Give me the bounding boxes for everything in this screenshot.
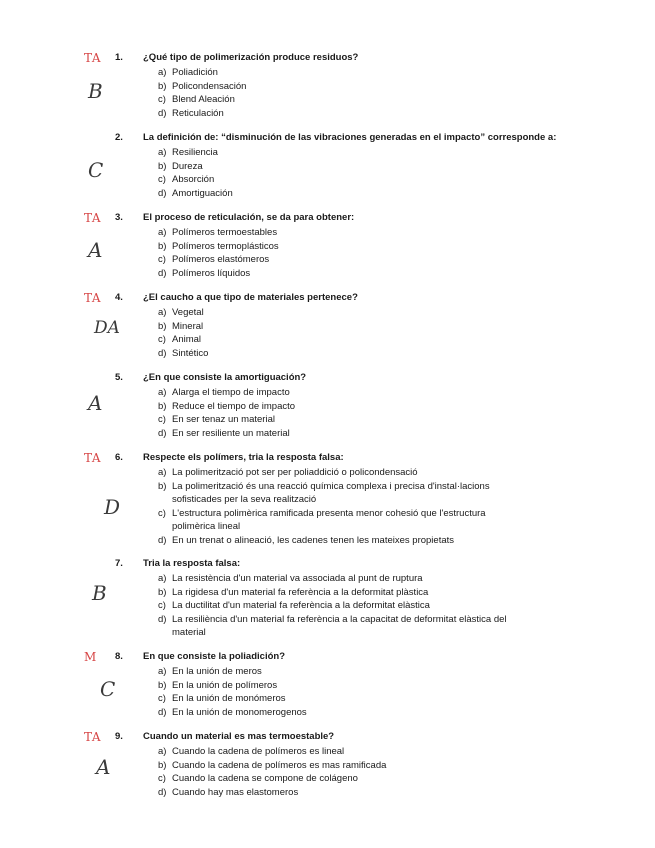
options-list bbox=[158, 665, 558, 719]
grading-mark: M bbox=[84, 650, 97, 664]
options-list bbox=[158, 572, 533, 640]
option-c: c) La ductilitat d'un material fa referència a la deformitat elàstica bbox=[158, 600, 430, 611]
option-c: c) Blend Aleación bbox=[158, 94, 235, 105]
grading-mark: TA bbox=[84, 291, 102, 305]
option-a: a) Alarga el tiempo de impacto bbox=[158, 387, 290, 398]
grading-mark: TA bbox=[84, 211, 102, 225]
option-b: b) Reduce el tiempo de impacto bbox=[158, 400, 296, 412]
option-c: c) En ser tenaz un material bbox=[158, 414, 275, 425]
option-d: d) Polímeros líquidos bbox=[158, 267, 251, 279]
question-number: 5. bbox=[115, 372, 123, 383]
question-stem: El proceso de reticulación, se da para obtener: bbox=[143, 212, 355, 223]
handwritten-answer: C bbox=[100, 677, 116, 701]
question-number: 8. bbox=[115, 651, 123, 662]
grading-mark: TA bbox=[84, 51, 102, 65]
handwritten-answer: C bbox=[88, 158, 104, 182]
option-c: c) Cuando la cadena se compone de colágeno bbox=[158, 773, 358, 784]
option-b: b) Polímeros termoplásticos bbox=[158, 240, 279, 252]
handwritten-answer: A bbox=[88, 238, 103, 262]
option-a: a) Resiliencia bbox=[158, 147, 218, 158]
option-a: a) La polimerització pot ser per poliaddició o policondensació bbox=[158, 467, 418, 478]
options-list bbox=[158, 745, 558, 799]
options-list bbox=[158, 226, 558, 280]
handwritten-answer: B bbox=[92, 581, 107, 605]
question-stem: Tria la resposta falsa: bbox=[143, 558, 241, 569]
option-c: c) L'estructura polimèrica ramificada presenta menor cohesió que l'estructura polimèrica lineal bbox=[158, 507, 486, 532]
handwritten-answer: B bbox=[88, 79, 103, 103]
option-d: d) Amortiguación bbox=[158, 187, 233, 199]
question-number: 3. bbox=[115, 212, 123, 223]
question-stem: Cuando un material es mas termoestable? bbox=[143, 731, 335, 742]
option-a: a) En la unión de meros bbox=[158, 666, 262, 677]
question-number: 9. bbox=[115, 731, 123, 742]
options-list bbox=[158, 66, 558, 120]
options-list bbox=[158, 146, 558, 200]
option-b: b) La polimerització és una reacció química complexa i precisa d'instal·lacions sofisticades per la seva realització bbox=[158, 480, 490, 505]
option-d: d) En un trenat o alineació, les cadenes tenen les mateixes propietats bbox=[158, 534, 455, 546]
options-list bbox=[158, 386, 558, 440]
question-stem: La definición de: “disminución de las vibraciones generadas en el impacto” corresponde a: bbox=[143, 132, 557, 143]
option-d: d) En ser resiliente un material bbox=[158, 427, 290, 439]
option-a: a) La resistència d'un material va associada al punt de ruptura bbox=[158, 573, 423, 584]
option-c: c) Polímeros elastómeros bbox=[158, 254, 270, 265]
question-number: 7. bbox=[115, 558, 123, 569]
handwritten-answer: D bbox=[104, 495, 121, 519]
question-stem: ¿En que consiste la amortiguación? bbox=[143, 372, 307, 383]
option-a: a) Cuando la cadena de polímeros es lineal bbox=[158, 746, 345, 757]
question-stem: ¿El caucho a que tipo de materiales pertenece? bbox=[143, 292, 358, 303]
option-a: a) Vegetal bbox=[158, 307, 204, 318]
options-list bbox=[158, 306, 558, 360]
grading-mark: TA bbox=[84, 730, 102, 744]
handwritten-answer: A bbox=[88, 391, 103, 415]
options-list bbox=[158, 466, 518, 547]
question-stem: En que consiste la poliadición? bbox=[143, 651, 285, 662]
question-number: 6. bbox=[115, 452, 123, 463]
option-d: d) Cuando hay mas elastomeros bbox=[158, 786, 299, 798]
option-a: a) Poliadición bbox=[158, 67, 218, 78]
question-number: 1. bbox=[115, 52, 123, 63]
option-d: d) La resiliència d'un material fa referència a la capacitat de deformitat elàstica del material bbox=[158, 613, 507, 638]
option-d: d) Sintético bbox=[158, 347, 209, 359]
handwritten-answer: DA bbox=[94, 318, 120, 338]
question-stem: Respecte els polímers, tria la resposta falsa: bbox=[143, 452, 344, 463]
question-number: 2. bbox=[115, 132, 123, 143]
question-number: 4. bbox=[115, 292, 123, 303]
option-a: a) Polímeros termoestables bbox=[158, 227, 278, 238]
grading-mark: TA bbox=[84, 451, 102, 465]
option-b: b) Policondensación bbox=[158, 80, 247, 92]
option-d: d) Reticulación bbox=[158, 107, 224, 119]
handwritten-answer: A bbox=[96, 755, 111, 779]
option-d: d) En la unión de monomerogenos bbox=[158, 706, 307, 718]
option-b: b) La rigidesa d'un material fa referència a la deformitat plàstica bbox=[158, 586, 429, 598]
question-stem: ¿Qué tipo de polimerización produce residuos? bbox=[143, 52, 359, 63]
option-c: c) En la unión de monómeros bbox=[158, 693, 286, 704]
option-b: b) Mineral bbox=[158, 320, 204, 332]
option-c: c) Animal bbox=[158, 334, 202, 345]
option-b: b) Cuando la cadena de polímeros es mas ramificada bbox=[158, 759, 387, 771]
option-b: b) Dureza bbox=[158, 160, 203, 172]
option-c: c) Absorción bbox=[158, 174, 215, 185]
option-b: b) En la unión de polímeros bbox=[158, 679, 278, 691]
